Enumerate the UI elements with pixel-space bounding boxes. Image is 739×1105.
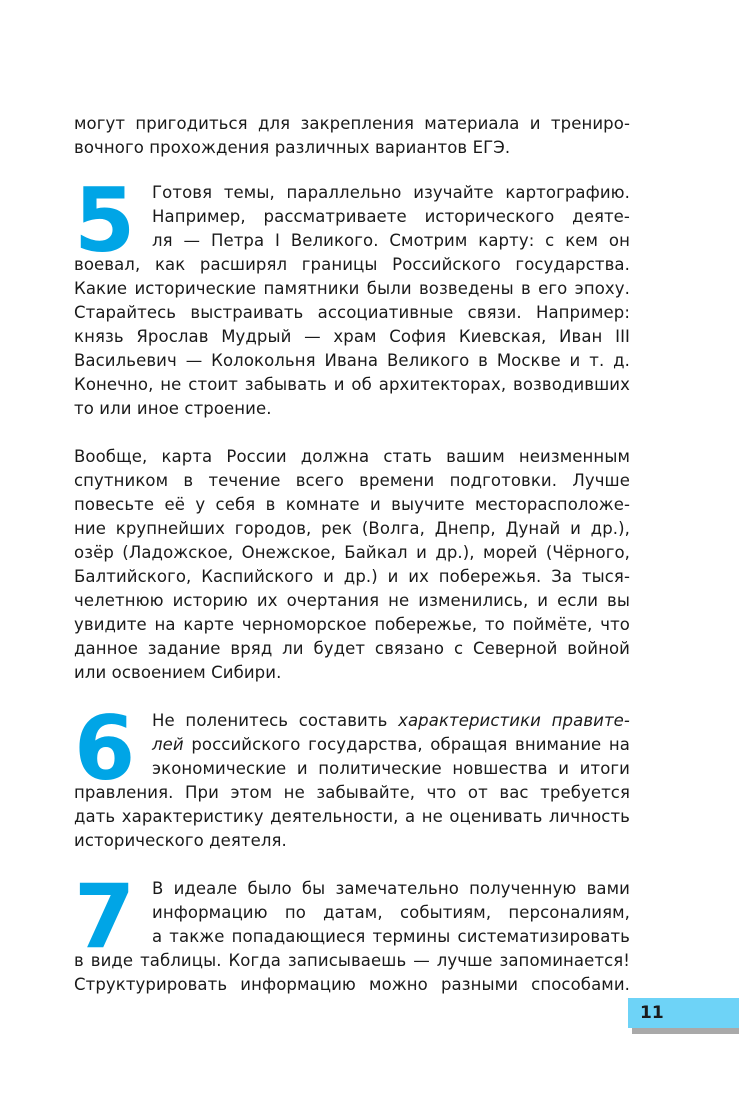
text-line: дать характеристику деятельности, а не оценивать личность: [74, 807, 630, 826]
text-run: российского государства, обращая внимание на: [183, 735, 630, 754]
text-line: Например, рассматриваете исторического деяте-: [152, 207, 630, 226]
text-line: челетнюю историю их очертания не изменились, и если вы: [74, 591, 630, 610]
text-line: Балтийского, Каспийского и др.) и их побережья. За тыся-: [74, 567, 630, 586]
section-number-5: 5: [74, 169, 136, 272]
text-line: В идеале было бы замечательно полученную вами: [152, 879, 630, 898]
text-line: ние крупнейших городов, рек (Волга, Днепр, Дунай и др.),: [74, 519, 630, 538]
text-line: или освоением Сибири.: [74, 663, 282, 682]
page-body: [74, 112, 630, 997]
page-number: 11: [640, 1003, 664, 1023]
section-5: [74, 169, 630, 421]
section-number-6: 6: [74, 697, 136, 800]
intro-paragraph: [74, 112, 630, 160]
text-line: Вообще, карта России должна стать вашим неизменным: [74, 447, 630, 466]
text-line: повесьте её у себя в комнате и выучите месторасположе-: [74, 495, 630, 514]
text-line: Структурировать информацию можно разными способами.: [74, 975, 630, 994]
text-line: [152, 709, 630, 733]
emphasis-text: характеристики правите-: [398, 711, 630, 730]
text-line: Старайтесь выстраивать ассоциативные связи. Например:: [74, 303, 630, 322]
emphasis-text: лей: [152, 735, 184, 754]
text-line: озёр (Ладожское, Онежское, Байкал и др.), морей (Чёрного,: [74, 543, 630, 562]
text-line: в виде таблицы. Когда записываешь — лучше запоминается!: [74, 951, 630, 970]
text-run: Не поленитесь составить: [152, 711, 399, 730]
text-line: князь Ярослав Мудрый — храм София Киевская, Иван III: [74, 327, 630, 346]
text-line: [152, 733, 630, 757]
section-6: [74, 697, 630, 853]
text-line: Васильевич — Колокольня Ивана Великого в Москве и т. д.: [74, 351, 630, 370]
text-line: Готовя темы, параллельно изучайте картографию.: [152, 183, 630, 202]
text-line: Конечно, не стоит забывать и об архитекторах, возводивших: [74, 375, 630, 394]
text-line: спутником в течение всего времени подготовки. Лучше: [74, 471, 630, 490]
text-line: информацию по датам, событиям, персоналиям,: [152, 903, 630, 922]
text-line: воевал, как расширял границы Российского государства.: [74, 255, 630, 274]
text-line: а также попадающиеся термины систематизировать: [152, 927, 630, 946]
page-tab-shadow: [632, 1028, 739, 1034]
text-line: Какие исторические памятники были возведены в его эпоху.: [74, 279, 630, 298]
text-line: увидите на карте черноморское побережье, то поймёте, что: [74, 615, 630, 634]
text-line: могут пригодиться для закрепления материала и трениро-: [74, 114, 630, 133]
text-line: экономические и политические новшества и итоги: [152, 759, 630, 778]
text-line: то или иное строение.: [74, 399, 272, 418]
text-line: правления. При этом не забывайте, что от вас требуется: [74, 783, 630, 802]
text-line: ля — Петра I Великого. Смотрим карту: с кем он: [152, 231, 630, 250]
text-line: данное задание вряд ли будет связано с Северной войной: [74, 639, 630, 658]
section-7: [74, 865, 630, 997]
map-paragraph: [74, 445, 630, 685]
section-number-7: 7: [74, 865, 136, 968]
text-line: вочного прохождения различных вариантов ЕГЭ.: [74, 138, 511, 157]
text-line: исторического деятеля.: [74, 831, 287, 850]
